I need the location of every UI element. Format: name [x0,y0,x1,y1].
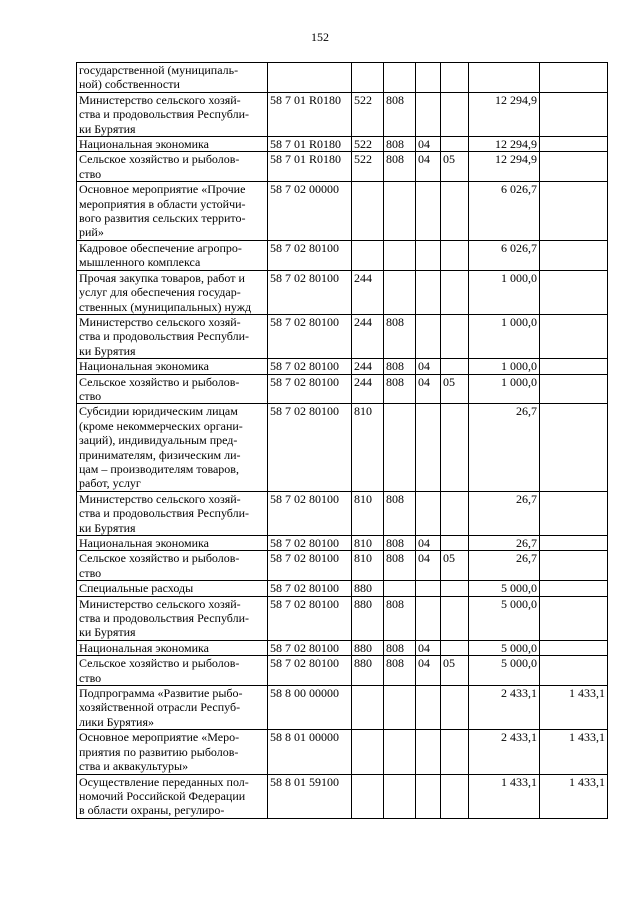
ministry-code-cell [384,581,416,596]
ministry-code-cell: 808 [384,137,416,152]
expense-type-cell [352,182,384,241]
subsection-cell [441,686,469,730]
table-row [77,63,608,93]
expense-type-cell [352,730,384,774]
amount-cell: 26,7 [469,551,540,581]
amount-cell: 5 000,0 [469,581,540,596]
federal-amount-cell [540,640,608,655]
subsection-cell [441,92,469,136]
section-cell [416,774,441,818]
expense-type-cell: 880 [352,596,384,640]
expense-type-cell: 244 [352,270,384,314]
section-cell [416,491,441,535]
subsection-cell [441,536,469,551]
expense-type-cell: 810 [352,404,384,491]
amount-cell: 26,7 [469,404,540,491]
table-row [77,314,608,358]
row-name-cell: Прочая закупка товаров, работ и услуг для обеспечения государ- ственных (муниципальных) нужд [77,270,268,314]
amount-cell: 1 000,0 [469,374,540,404]
section-cell: 04 [416,640,441,655]
expense-type-cell: 522 [352,152,384,182]
expense-type-cell [352,774,384,818]
table-row [77,359,608,374]
amount-cell: 5 000,0 [469,640,540,655]
target-code-cell [268,63,352,93]
subsection-cell [441,359,469,374]
ministry-code-cell [384,404,416,491]
federal-amount-cell [540,152,608,182]
expense-type-cell: 244 [352,374,384,404]
federal-amount-cell: 1 433,1 [540,686,608,730]
ministry-code-cell: 808 [384,374,416,404]
section-cell: 04 [416,656,441,686]
ministry-code-cell: 808 [384,491,416,535]
table-row [77,92,608,136]
row-name-cell: Сельское хозяйство и рыболов- ство [77,656,268,686]
table-row [77,137,608,152]
row-name-cell: Субсидии юридическим лицам (кроме некоммерческих органи- заций), индивидуальным пред- принимателям, физическим ли- цам – производителям товаров, работ, услуг [77,404,268,491]
federal-amount-cell [540,92,608,136]
row-name-cell: Основное мероприятие «Прочие мероприятия в области устойчи- вого развития сельских террито- рий» [77,182,268,241]
target-code-cell: 58 7 01 R0180 [268,92,352,136]
section-cell: 04 [416,152,441,182]
target-code-cell: 58 7 02 80100 [268,270,352,314]
section-cell [416,63,441,93]
federal-amount-cell [540,404,608,491]
expense-type-cell [352,686,384,730]
subsection-cell: 05 [441,152,469,182]
row-name-cell: Национальная экономика [77,536,268,551]
section-cell [416,92,441,136]
target-code-cell: 58 7 02 80100 [268,596,352,640]
amount-cell: 2 433,1 [469,730,540,774]
row-name-cell: Сельское хозяйство и рыболов- ство [77,152,268,182]
target-code-cell: 58 7 02 80100 [268,359,352,374]
ministry-code-cell [384,182,416,241]
row-name-cell: Подпрограмма «Развитие рыбо- хозяйственной отрасли Респуб- лики Бурятия» [77,686,268,730]
table-row [77,240,608,270]
section-cell: 04 [416,551,441,581]
row-name-cell: государственной (муниципаль- ной) собственности [77,63,268,93]
target-code-cell: 58 7 02 80100 [268,240,352,270]
subsection-cell [441,240,469,270]
ministry-code-cell: 808 [384,596,416,640]
target-code-cell: 58 7 02 80100 [268,640,352,655]
ministry-code-cell: 808 [384,656,416,686]
expense-type-cell [352,240,384,270]
table-row [77,551,608,581]
amount-cell: 12 294,9 [469,152,540,182]
target-code-cell: 58 7 02 00000 [268,182,352,241]
section-cell [416,581,441,596]
section-cell [416,596,441,640]
table-row [77,596,608,640]
section-cell [416,270,441,314]
section-cell: 04 [416,536,441,551]
expense-type-cell: 810 [352,491,384,535]
row-name-cell: Министерство сельского хозяй- ства и продовольствия Республи- ки Бурятия [77,491,268,535]
table-row [77,374,608,404]
section-cell [416,314,441,358]
target-code-cell: 58 7 02 80100 [268,404,352,491]
ministry-code-cell [384,686,416,730]
table-row [77,536,608,551]
table-row [77,656,608,686]
amount-cell: 12 294,9 [469,137,540,152]
row-name-cell: Сельское хозяйство и рыболов- ство [77,551,268,581]
table-row [77,730,608,774]
federal-amount-cell: 1 433,1 [540,774,608,818]
table-row [77,152,608,182]
federal-amount-cell [540,596,608,640]
subsection-cell [441,137,469,152]
page-number: 152 [311,30,329,44]
amount-cell: 1 433,1 [469,774,540,818]
section-cell [416,240,441,270]
subsection-cell [441,314,469,358]
amount-cell: 1 000,0 [469,270,540,314]
federal-amount-cell [540,359,608,374]
row-name-cell: Сельское хозяйство и рыболов- ство [77,374,268,404]
subsection-cell: 05 [441,551,469,581]
expense-type-cell: 522 [352,92,384,136]
ministry-code-cell: 808 [384,536,416,551]
target-code-cell: 58 7 02 80100 [268,491,352,535]
row-name-cell: Национальная экономика [77,359,268,374]
table-row [77,774,608,818]
target-code-cell: 58 7 01 R0180 [268,152,352,182]
subsection-cell [441,730,469,774]
section-cell [416,404,441,491]
expense-type-cell: 810 [352,536,384,551]
table-row [77,491,608,535]
ministry-code-cell: 808 [384,551,416,581]
federal-amount-cell [540,137,608,152]
section-cell: 04 [416,359,441,374]
amount-cell: 6 026,7 [469,182,540,241]
section-cell: 04 [416,374,441,404]
ministry-code-cell: 808 [384,640,416,655]
row-name-cell: Кадровое обеспечение агропро- мышленного комплекса [77,240,268,270]
target-code-cell: 58 7 02 80100 [268,656,352,686]
ministry-code-cell [384,730,416,774]
target-code-cell: 58 7 02 80100 [268,551,352,581]
section-cell [416,182,441,241]
federal-amount-cell [540,314,608,358]
section-cell: 04 [416,137,441,152]
amount-cell [469,63,540,93]
row-name-cell: Министерство сельского хозяй- ства и продовольствия Республи- ки Бурятия [77,92,268,136]
table-row [77,686,608,730]
expense-type-cell: 880 [352,656,384,686]
expense-type-cell: 880 [352,581,384,596]
federal-amount-cell [540,551,608,581]
subsection-cell [441,491,469,535]
subsection-cell: 05 [441,374,469,404]
section-cell [416,686,441,730]
target-code-cell: 58 7 02 80100 [268,536,352,551]
section-cell [416,730,441,774]
amount-cell: 2 433,1 [469,686,540,730]
subsection-cell [441,404,469,491]
federal-amount-cell [540,63,608,93]
row-name-cell: Национальная экономика [77,640,268,655]
federal-amount-cell [540,581,608,596]
row-name-cell: Осуществление переданных пол- номочий Российской Федерации в области охраны, регулиро- [77,774,268,818]
table-row [77,270,608,314]
amount-cell: 1 000,0 [469,359,540,374]
target-code-cell: 58 8 01 00000 [268,730,352,774]
subsection-cell [441,774,469,818]
subsection-cell [441,182,469,241]
expense-type-cell: 522 [352,137,384,152]
subsection-cell [441,270,469,314]
row-name-cell: Национальная экономика [77,137,268,152]
row-name-cell: Основное мероприятие «Меро- приятия по развитию рыболов- ства и аквакультуры» [77,730,268,774]
federal-amount-cell [540,536,608,551]
ministry-code-cell: 808 [384,152,416,182]
federal-amount-cell: 1 433,1 [540,730,608,774]
subsection-cell [441,596,469,640]
expense-type-cell: 244 [352,359,384,374]
subsection-cell [441,63,469,93]
amount-cell: 1 000,0 [469,314,540,358]
federal-amount-cell [540,491,608,535]
target-code-cell: 58 7 01 R0180 [268,137,352,152]
table-row [77,182,608,241]
federal-amount-cell [540,270,608,314]
target-code-cell: 58 7 02 80100 [268,581,352,596]
target-code-cell: 58 7 02 80100 [268,374,352,404]
amount-cell: 6 026,7 [469,240,540,270]
expense-type-cell: 244 [352,314,384,358]
budget-table [76,62,608,819]
subsection-cell [441,640,469,655]
federal-amount-cell [540,656,608,686]
amount-cell: 5 000,0 [469,656,540,686]
ministry-code-cell: 808 [384,359,416,374]
subsection-cell: 05 [441,656,469,686]
row-name-cell: Министерство сельского хозяй- ства и продовольствия Республи- ки Бурятия [77,314,268,358]
target-code-cell: 58 8 01 59100 [268,774,352,818]
amount-cell: 12 294,9 [469,92,540,136]
ministry-code-cell [384,240,416,270]
expense-type-cell [352,63,384,93]
expense-type-cell: 880 [352,640,384,655]
amount-cell: 26,7 [469,491,540,535]
table-row [77,404,608,491]
table-row [77,581,608,596]
target-code-cell: 58 7 02 80100 [268,314,352,358]
ministry-code-cell: 808 [384,92,416,136]
amount-cell: 26,7 [469,536,540,551]
federal-amount-cell [540,240,608,270]
ministry-code-cell: 808 [384,314,416,358]
row-name-cell: Специальные расходы [77,581,268,596]
expense-type-cell: 810 [352,551,384,581]
federal-amount-cell [540,374,608,404]
budget-table-body [77,63,608,819]
federal-amount-cell [540,182,608,241]
ministry-code-cell [384,774,416,818]
amount-cell: 5 000,0 [469,596,540,640]
target-code-cell: 58 8 00 00000 [268,686,352,730]
subsection-cell [441,581,469,596]
ministry-code-cell [384,270,416,314]
ministry-code-cell [384,63,416,93]
row-name-cell: Министерство сельского хозяй- ства и продовольствия Республи- ки Бурятия [77,596,268,640]
table-row [77,640,608,655]
